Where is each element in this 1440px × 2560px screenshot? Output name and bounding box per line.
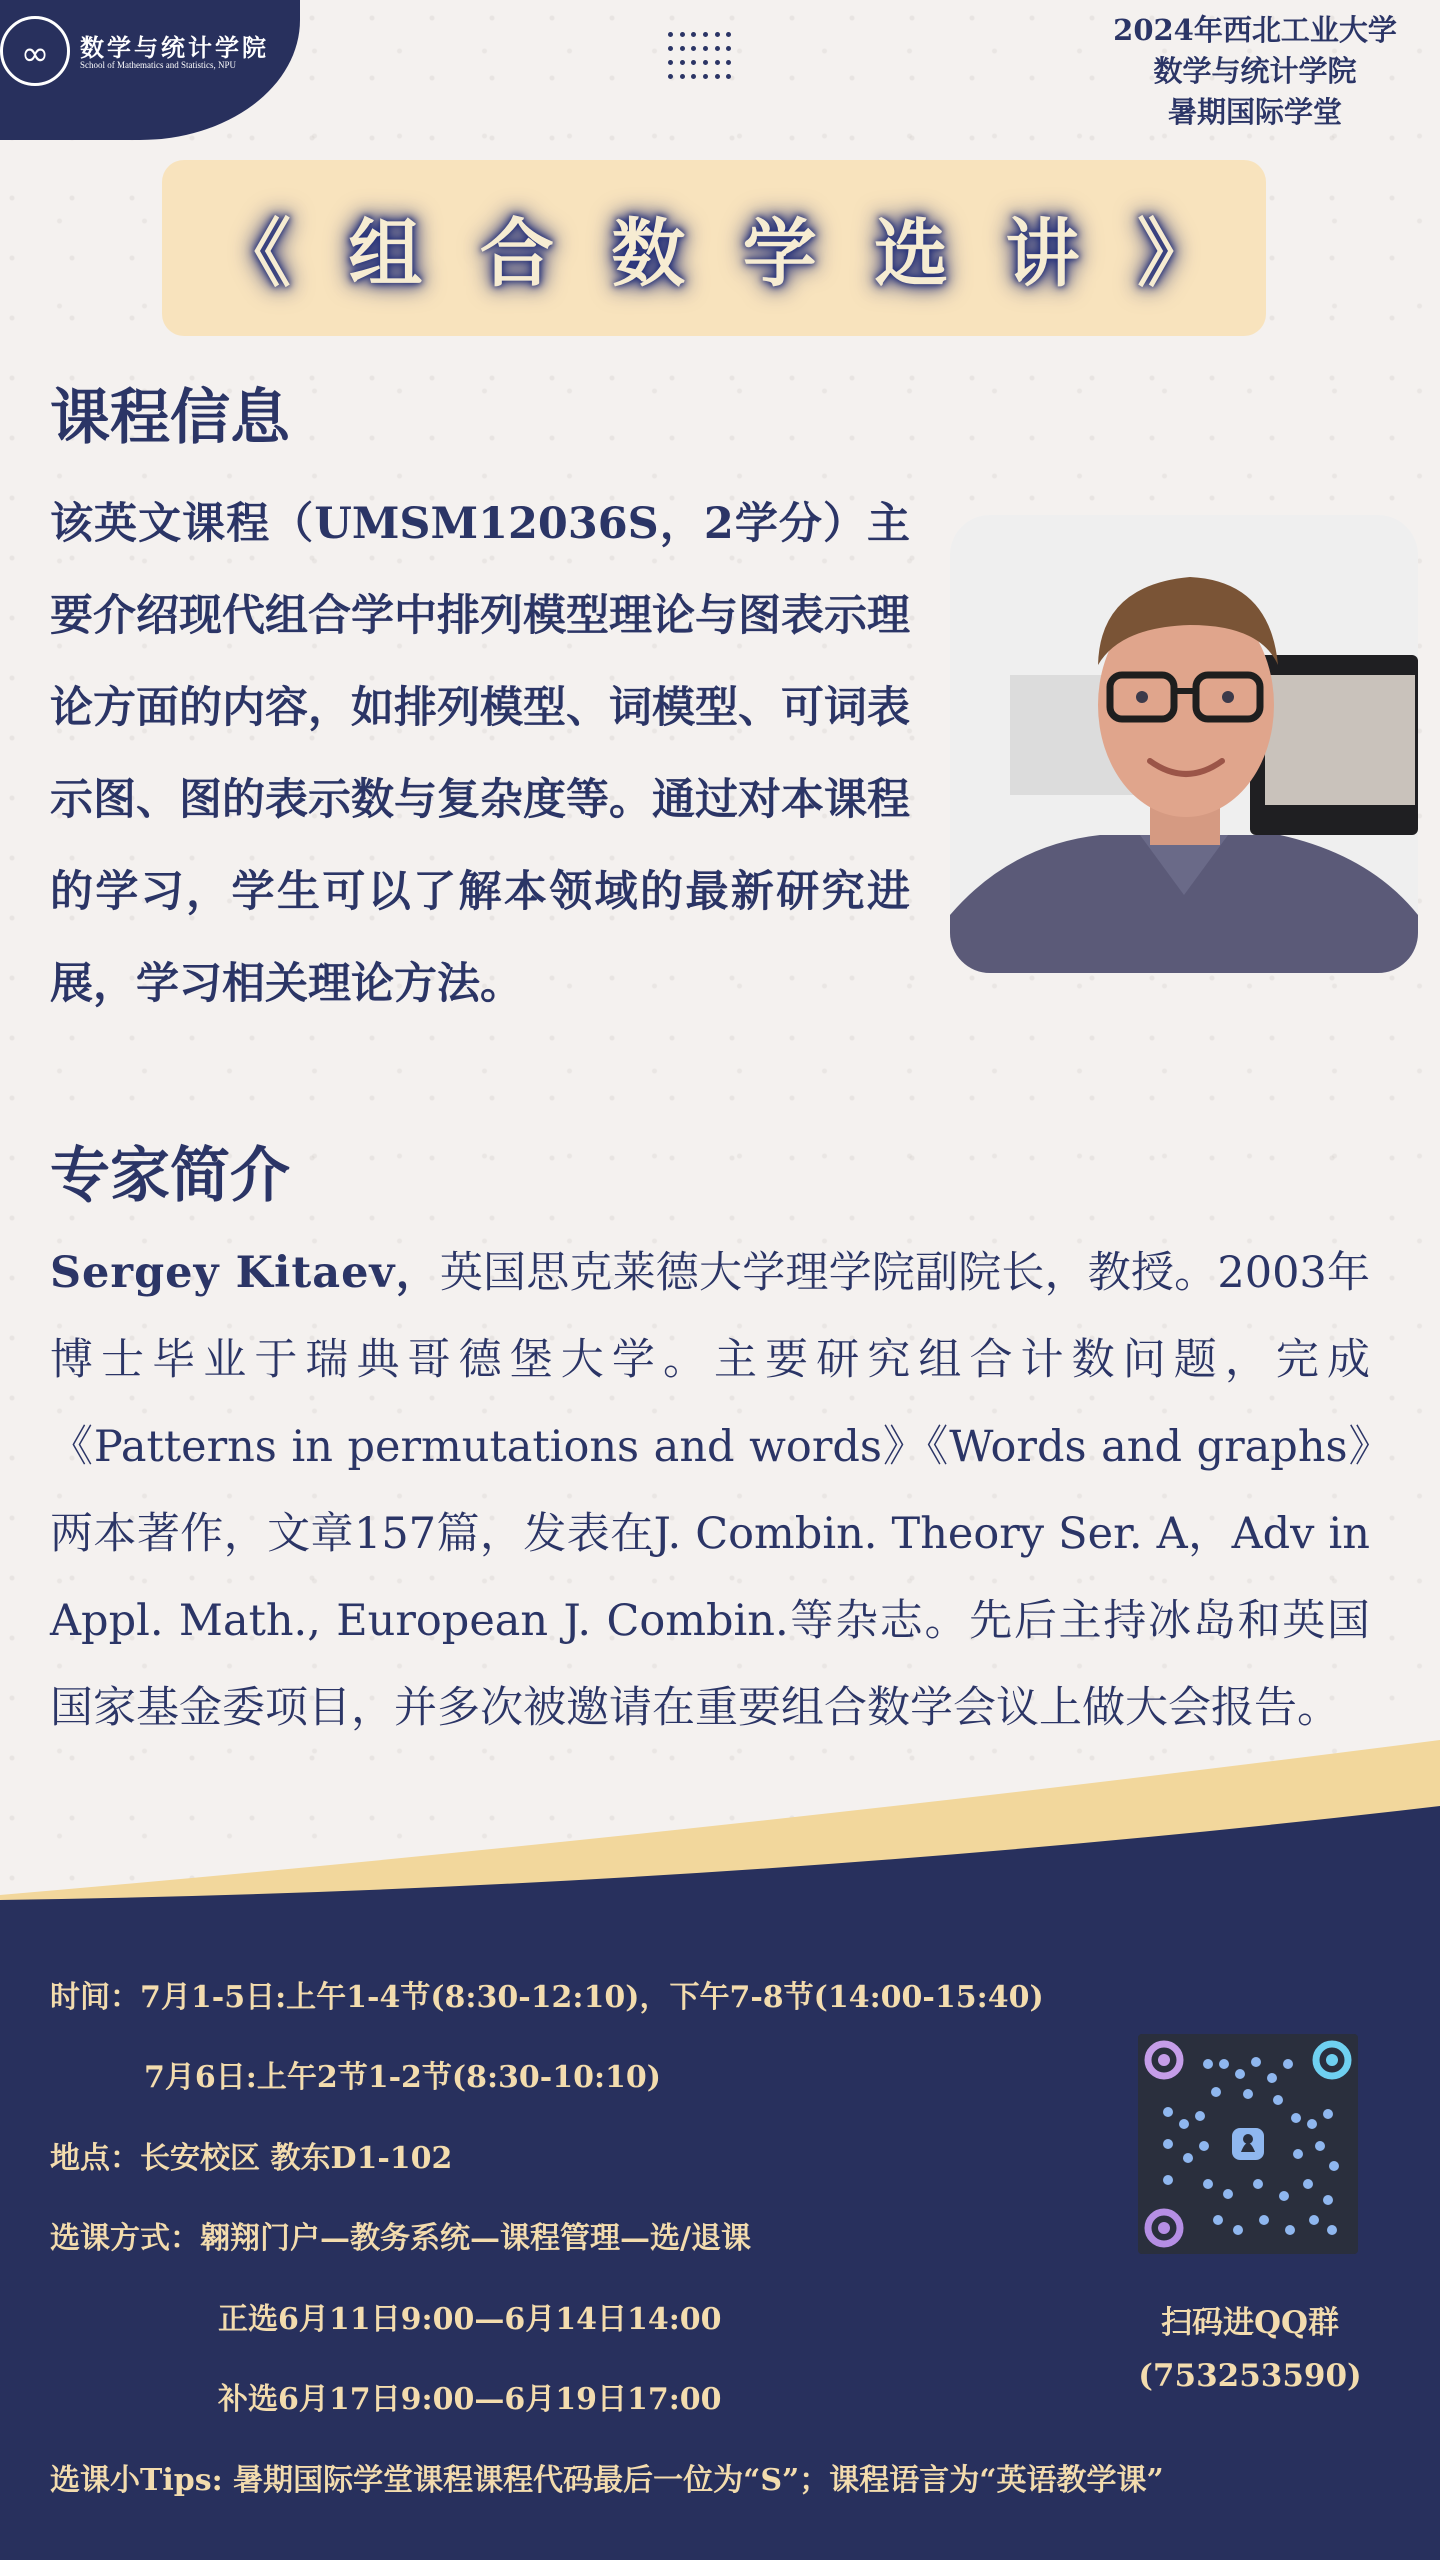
schedule-time-extra: 7月6日:上午2节1-2节(8:30-10:10): [144, 2060, 662, 2095]
selection-extra-period: 补选6月17日9:00—6月19日17:00: [218, 2382, 722, 2417]
logo-english-name: School of Mathematics and Statistics, NPU: [80, 60, 236, 70]
logo-chinese-name: 数学与统计学院: [80, 33, 269, 62]
title-char: 讲: [1005, 211, 1080, 297]
title-char: 数: [611, 211, 686, 297]
title-char: 》: [1136, 211, 1211, 297]
organizer-line-1: 2024年西北工业大学: [1113, 13, 1397, 47]
school-seal-icon: ∞: [0, 16, 70, 86]
qq-group-qr-code[interactable]: [1138, 2034, 1358, 2254]
title-char: 《: [217, 211, 291, 297]
course-title-banner: [162, 160, 1266, 336]
title-char: 合: [479, 211, 554, 297]
qr-group-number: (753253590): [1138, 2358, 1362, 2394]
schedule-time: 时间：7月1-5日:上午1-4节(8:30-12:10)，下午7-8节(14:00-15:40): [50, 1980, 1044, 2015]
title-char: 选: [874, 211, 949, 297]
expert-name: Sergey Kitaev，: [50, 1248, 440, 1298]
organizer-block: [1095, 10, 1415, 133]
decorative-dot-grid: [668, 32, 738, 88]
expert-photo: [950, 515, 1418, 973]
qr-caption: 扫码进QQ群: [1160, 2305, 1339, 2341]
course-info-heading: 课程信息: [50, 383, 290, 453]
expert-biography: [50, 1230, 1370, 1752]
selection-tips: 选课小Tips: 暑期国际学堂课程课程代码最后一位为“S”；课程语言为“英语教学课”: [50, 2463, 1164, 2498]
portrait-illustration: [950, 515, 1418, 973]
title-char: 组: [348, 211, 423, 297]
title-char: 学: [742, 211, 817, 297]
organizer-line-2: 数学与统计学院: [1153, 54, 1357, 88]
selection-main-period: 正选6月11日9:00—6月14日14:00: [218, 2302, 722, 2337]
expert-intro-heading: 专家简介: [50, 1141, 290, 1211]
course-description: 该英文课程（UMSM12036S，2学分）主要介绍现代组合学中排列模型理论与图表示理论方面的内容，如排列模型、词模型、可词表示图、图的表示数与复杂度等。通过对本课程的学习，学生可以了解本领域的最新研究进展，学习相关理论方法。: [50, 499, 910, 1009]
qr-code-icon: [1138, 2034, 1358, 2254]
schedule-location: 地点：长安校区 教东D1-102: [50, 2141, 453, 2176]
school-logo-badge: [0, 0, 300, 140]
selection-method: 选课方式：翱翔门户—教务系统—课程管理—选/退课: [50, 2221, 751, 2256]
expert-bio-text: 英国思克莱德大学理学院副院长，教授。2003年博士毕业于瑞典哥德堡大学。主要研究组合计数问题，完成《Patterns in permutations and words》《Words and graphs》两本著作，文章157篇，发表在J. Combin. Theory Ser. A，Adv in Appl. Math., European J. Combin.等杂志。先后主持冰岛和英国国家基金委项目，并多次被邀请在重要组合数学会议上做大会报告。: [50, 1248, 1370, 1733]
organizer-line-3: 暑期国际学堂: [1167, 95, 1342, 129]
